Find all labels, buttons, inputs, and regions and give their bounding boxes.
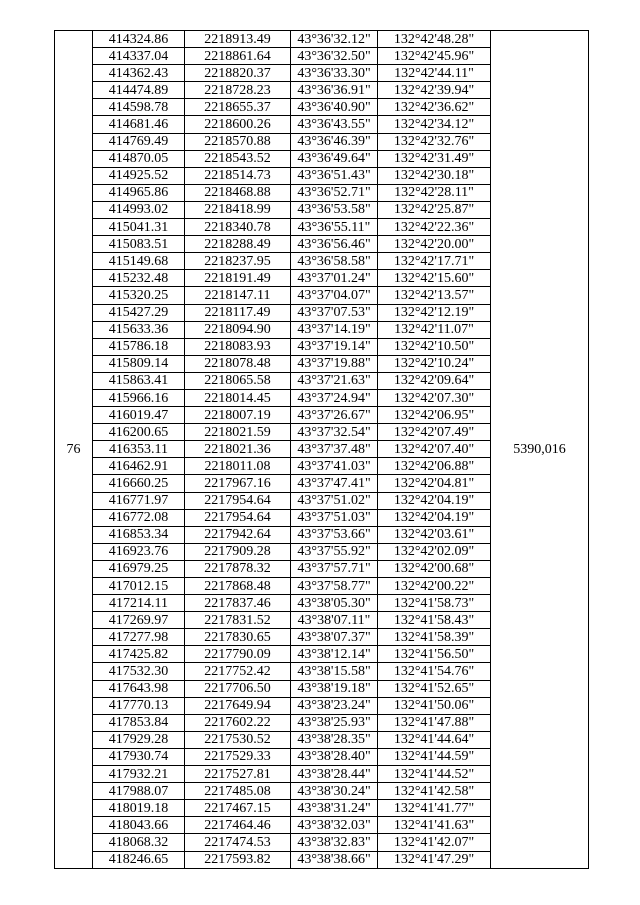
x-coordinate-cell: 417214.11 xyxy=(93,595,185,612)
y-coordinate-cell: 2217830.65 xyxy=(185,629,291,646)
x-coordinate-cell: 415633.36 xyxy=(93,321,185,338)
x-coordinate-cell: 418043.66 xyxy=(93,817,185,834)
latitude-cell: 43°38'19.18" xyxy=(291,680,378,697)
latitude-cell: 43°37'21.63" xyxy=(291,372,378,389)
longitude-cell: 132°41'42.58" xyxy=(378,783,491,800)
longitude-cell: 132°42'09.64" xyxy=(378,372,491,389)
x-coordinate-cell: 414993.02 xyxy=(93,201,185,218)
y-coordinate-cell: 2218913.49 xyxy=(185,31,291,48)
y-coordinate-cell: 2217942.64 xyxy=(185,526,291,543)
y-coordinate-cell: 2217831.52 xyxy=(185,612,291,629)
latitude-cell: 43°37'32.54" xyxy=(291,424,378,441)
x-coordinate-cell: 415083.51 xyxy=(93,236,185,253)
y-coordinate-cell: 2218543.52 xyxy=(185,150,291,167)
longitude-cell: 132°42'45.96" xyxy=(378,48,491,65)
x-coordinate-cell: 417277.98 xyxy=(93,629,185,646)
x-coordinate-cell: 416853.34 xyxy=(93,526,185,543)
y-coordinate-cell: 2218014.45 xyxy=(185,389,291,406)
coordinates-table-body xyxy=(55,31,589,869)
latitude-cell: 43°36'51.43" xyxy=(291,167,378,184)
y-coordinate-cell: 2218820.37 xyxy=(185,65,291,82)
x-coordinate-cell: 414769.49 xyxy=(93,133,185,150)
longitude-cell: 132°42'22.36" xyxy=(378,219,491,236)
y-coordinate-cell: 2217530.52 xyxy=(185,731,291,748)
x-coordinate-cell: 417770.13 xyxy=(93,697,185,714)
latitude-cell: 43°38'28.40" xyxy=(291,748,378,765)
x-coordinate-cell: 417930.74 xyxy=(93,748,185,765)
longitude-cell: 132°42'28.11" xyxy=(378,184,491,201)
latitude-cell: 43°38'32.03" xyxy=(291,817,378,834)
latitude-cell: 43°36'36.91" xyxy=(291,82,378,99)
y-coordinate-cell: 2217593.82 xyxy=(185,851,291,868)
y-coordinate-cell: 2217954.64 xyxy=(185,492,291,509)
x-coordinate-cell: 417929.28 xyxy=(93,731,185,748)
x-coordinate-cell: 414337.04 xyxy=(93,48,185,65)
x-coordinate-cell: 417012.15 xyxy=(93,578,185,595)
y-coordinate-cell: 2217485.08 xyxy=(185,783,291,800)
x-coordinate-cell: 416019.47 xyxy=(93,407,185,424)
longitude-cell: 132°42'04.19" xyxy=(378,509,491,526)
latitude-cell: 43°38'05.30" xyxy=(291,595,378,612)
y-coordinate-cell: 2217649.94 xyxy=(185,697,291,714)
x-coordinate-cell: 417988.07 xyxy=(93,783,185,800)
x-coordinate-cell: 418019.18 xyxy=(93,800,185,817)
y-coordinate-cell: 2217837.46 xyxy=(185,595,291,612)
x-coordinate-cell: 417932.21 xyxy=(93,766,185,783)
latitude-cell: 43°36'32.12" xyxy=(291,31,378,48)
longitude-cell: 132°42'30.18" xyxy=(378,167,491,184)
longitude-cell: 132°42'13.57" xyxy=(378,287,491,304)
y-coordinate-cell: 2218083.93 xyxy=(185,338,291,355)
longitude-cell: 132°42'20.00" xyxy=(378,236,491,253)
longitude-cell: 132°42'32.76" xyxy=(378,133,491,150)
x-coordinate-cell: 414362.43 xyxy=(93,65,185,82)
latitude-cell: 43°36'32.50" xyxy=(291,48,378,65)
y-coordinate-cell: 2218011.08 xyxy=(185,458,291,475)
latitude-cell: 43°36'40.90" xyxy=(291,99,378,116)
y-coordinate-cell: 2218418.99 xyxy=(185,201,291,218)
y-coordinate-cell: 2217527.81 xyxy=(185,766,291,783)
y-coordinate-cell: 2218237.95 xyxy=(185,253,291,270)
latitude-cell: 43°38'32.83" xyxy=(291,834,378,851)
x-coordinate-cell: 415786.18 xyxy=(93,338,185,355)
x-coordinate-cell: 416772.08 xyxy=(93,509,185,526)
longitude-cell: 132°42'31.49" xyxy=(378,150,491,167)
latitude-cell: 43°38'07.11" xyxy=(291,612,378,629)
y-coordinate-cell: 2218021.59 xyxy=(185,424,291,441)
longitude-cell: 132°42'00.68" xyxy=(378,560,491,577)
y-coordinate-cell: 2217954.64 xyxy=(185,509,291,526)
y-coordinate-cell: 2217706.50 xyxy=(185,680,291,697)
longitude-cell: 132°42'10.50" xyxy=(378,338,491,355)
longitude-cell: 132°41'47.88" xyxy=(378,714,491,731)
latitude-cell: 43°37'51.02" xyxy=(291,492,378,509)
longitude-cell: 132°42'02.09" xyxy=(378,543,491,560)
x-coordinate-cell: 415149.68 xyxy=(93,253,185,270)
longitude-cell: 132°42'04.81" xyxy=(378,475,491,492)
longitude-cell: 132°42'36.62" xyxy=(378,99,491,116)
latitude-cell: 43°36'33.30" xyxy=(291,65,378,82)
y-coordinate-cell: 2218191.49 xyxy=(185,270,291,287)
longitude-cell: 132°41'44.64" xyxy=(378,731,491,748)
longitude-cell: 132°41'54.76" xyxy=(378,663,491,680)
x-coordinate-cell: 414870.05 xyxy=(93,150,185,167)
latitude-cell: 43°38'30.24" xyxy=(291,783,378,800)
latitude-cell: 43°37'55.92" xyxy=(291,543,378,560)
longitude-cell: 132°42'04.19" xyxy=(378,492,491,509)
longitude-cell: 132°42'03.61" xyxy=(378,526,491,543)
longitude-cell: 132°42'00.22" xyxy=(378,578,491,595)
y-coordinate-cell: 2218007.19 xyxy=(185,407,291,424)
y-coordinate-cell: 2218147.11 xyxy=(185,287,291,304)
x-coordinate-cell: 415863.41 xyxy=(93,372,185,389)
x-coordinate-cell: 415427.29 xyxy=(93,304,185,321)
y-coordinate-cell: 2217790.09 xyxy=(185,646,291,663)
latitude-cell: 43°37'41.03" xyxy=(291,458,378,475)
latitude-cell: 43°36'58.58" xyxy=(291,253,378,270)
longitude-cell: 132°41'58.73" xyxy=(378,595,491,612)
x-coordinate-cell: 414324.86 xyxy=(93,31,185,48)
x-coordinate-cell: 418246.65 xyxy=(93,851,185,868)
longitude-cell: 132°42'11.07" xyxy=(378,321,491,338)
y-coordinate-cell: 2218021.36 xyxy=(185,441,291,458)
longitude-cell: 132°42'44.11" xyxy=(378,65,491,82)
y-coordinate-cell: 2218117.49 xyxy=(185,304,291,321)
latitude-cell: 43°36'49.64" xyxy=(291,150,378,167)
latitude-cell: 43°38'25.93" xyxy=(291,714,378,731)
x-coordinate-cell: 416660.25 xyxy=(93,475,185,492)
longitude-cell: 132°41'41.63" xyxy=(378,817,491,834)
x-coordinate-cell: 417853.84 xyxy=(93,714,185,731)
longitude-cell: 132°41'52.65" xyxy=(378,680,491,697)
latitude-cell: 43°36'43.55" xyxy=(291,116,378,133)
latitude-cell: 43°38'23.24" xyxy=(291,697,378,714)
y-coordinate-cell: 2218514.73 xyxy=(185,167,291,184)
table-row xyxy=(55,31,589,48)
x-coordinate-cell: 417269.97 xyxy=(93,612,185,629)
x-coordinate-cell: 416979.25 xyxy=(93,560,185,577)
longitude-cell: 132°42'25.87" xyxy=(378,201,491,218)
latitude-cell: 43°38'28.44" xyxy=(291,766,378,783)
longitude-cell: 132°41'42.07" xyxy=(378,834,491,851)
latitude-cell: 43°37'24.94" xyxy=(291,389,378,406)
latitude-cell: 43°37'01.24" xyxy=(291,270,378,287)
x-coordinate-cell: 415809.14 xyxy=(93,355,185,372)
latitude-cell: 43°36'56.46" xyxy=(291,236,378,253)
longitude-cell: 132°42'15.60" xyxy=(378,270,491,287)
latitude-cell: 43°37'37.48" xyxy=(291,441,378,458)
latitude-cell: 43°37'26.67" xyxy=(291,407,378,424)
y-coordinate-cell: 2218655.37 xyxy=(185,99,291,116)
latitude-cell: 43°37'19.88" xyxy=(291,355,378,372)
y-coordinate-cell: 2218288.49 xyxy=(185,236,291,253)
latitude-cell: 43°36'46.39" xyxy=(291,133,378,150)
latitude-cell: 43°37'47.41" xyxy=(291,475,378,492)
y-coordinate-cell: 2217878.32 xyxy=(185,560,291,577)
latitude-cell: 43°38'31.24" xyxy=(291,800,378,817)
y-coordinate-cell: 2217464.46 xyxy=(185,817,291,834)
longitude-cell: 132°42'34.12" xyxy=(378,116,491,133)
x-coordinate-cell: 415320.25 xyxy=(93,287,185,304)
x-coordinate-cell: 417425.82 xyxy=(93,646,185,663)
y-coordinate-cell: 2217868.48 xyxy=(185,578,291,595)
y-coordinate-cell: 2218600.26 xyxy=(185,116,291,133)
latitude-cell: 43°38'07.37" xyxy=(291,629,378,646)
coordinates-table xyxy=(54,30,589,869)
x-coordinate-cell: 414925.52 xyxy=(93,167,185,184)
longitude-cell: 132°41'44.59" xyxy=(378,748,491,765)
y-coordinate-cell: 2218861.64 xyxy=(185,48,291,65)
longitude-cell: 132°41'50.06" xyxy=(378,697,491,714)
y-coordinate-cell: 2217909.28 xyxy=(185,543,291,560)
y-coordinate-cell: 2218468.88 xyxy=(185,184,291,201)
y-coordinate-cell: 2218094.90 xyxy=(185,321,291,338)
x-coordinate-cell: 416353.11 xyxy=(93,441,185,458)
latitude-cell: 43°38'28.35" xyxy=(291,731,378,748)
latitude-cell: 43°36'55.11" xyxy=(291,219,378,236)
latitude-cell: 43°38'15.58" xyxy=(291,663,378,680)
longitude-cell: 132°42'39.94" xyxy=(378,82,491,99)
x-coordinate-cell: 416462.91 xyxy=(93,458,185,475)
longitude-cell: 132°41'56.50" xyxy=(378,646,491,663)
longitude-cell: 132°42'07.40" xyxy=(378,441,491,458)
y-coordinate-cell: 2217529.33 xyxy=(185,748,291,765)
latitude-cell: 43°37'58.77" xyxy=(291,578,378,595)
latitude-cell: 43°36'52.71" xyxy=(291,184,378,201)
section-area: 5390,016 xyxy=(491,31,589,869)
y-coordinate-cell: 2217474.53 xyxy=(185,834,291,851)
latitude-cell: 43°38'38.66" xyxy=(291,851,378,868)
latitude-cell: 43°37'57.71" xyxy=(291,560,378,577)
latitude-cell: 43°37'53.66" xyxy=(291,526,378,543)
x-coordinate-cell: 414681.46 xyxy=(93,116,185,133)
x-coordinate-cell: 415232.48 xyxy=(93,270,185,287)
y-coordinate-cell: 2217467.15 xyxy=(185,800,291,817)
latitude-cell: 43°37'14.19" xyxy=(291,321,378,338)
x-coordinate-cell: 414474.89 xyxy=(93,82,185,99)
longitude-cell: 132°42'07.49" xyxy=(378,424,491,441)
x-coordinate-cell: 417532.30 xyxy=(93,663,185,680)
latitude-cell: 43°36'53.58" xyxy=(291,201,378,218)
y-coordinate-cell: 2217752.42 xyxy=(185,663,291,680)
longitude-cell: 132°41'58.39" xyxy=(378,629,491,646)
longitude-cell: 132°42'17.71" xyxy=(378,253,491,270)
x-coordinate-cell: 416771.97 xyxy=(93,492,185,509)
y-coordinate-cell: 2218728.23 xyxy=(185,82,291,99)
x-coordinate-cell: 416923.76 xyxy=(93,543,185,560)
x-coordinate-cell: 414965.86 xyxy=(93,184,185,201)
y-coordinate-cell: 2218078.48 xyxy=(185,355,291,372)
x-coordinate-cell: 417643.98 xyxy=(93,680,185,697)
latitude-cell: 43°37'04.07" xyxy=(291,287,378,304)
longitude-cell: 132°42'12.19" xyxy=(378,304,491,321)
x-coordinate-cell: 416200.65 xyxy=(93,424,185,441)
latitude-cell: 43°38'12.14" xyxy=(291,646,378,663)
latitude-cell: 43°37'19.14" xyxy=(291,338,378,355)
longitude-cell: 132°42'07.30" xyxy=(378,389,491,406)
longitude-cell: 132°41'44.52" xyxy=(378,766,491,783)
longitude-cell: 132°41'58.43" xyxy=(378,612,491,629)
y-coordinate-cell: 2217967.16 xyxy=(185,475,291,492)
y-coordinate-cell: 2217602.22 xyxy=(185,714,291,731)
x-coordinate-cell: 414598.78 xyxy=(93,99,185,116)
longitude-cell: 132°42'10.24" xyxy=(378,355,491,372)
y-coordinate-cell: 2218065.58 xyxy=(185,372,291,389)
x-coordinate-cell: 415966.16 xyxy=(93,389,185,406)
longitude-cell: 132°41'47.29" xyxy=(378,851,491,868)
section-number: 76 xyxy=(55,31,93,869)
longitude-cell: 132°42'48.28" xyxy=(378,31,491,48)
longitude-cell: 132°42'06.95" xyxy=(378,407,491,424)
x-coordinate-cell: 415041.31 xyxy=(93,219,185,236)
x-coordinate-cell: 418068.32 xyxy=(93,834,185,851)
latitude-cell: 43°37'07.53" xyxy=(291,304,378,321)
y-coordinate-cell: 2218340.78 xyxy=(185,219,291,236)
y-coordinate-cell: 2218570.88 xyxy=(185,133,291,150)
longitude-cell: 132°41'41.77" xyxy=(378,800,491,817)
longitude-cell: 132°42'06.88" xyxy=(378,458,491,475)
latitude-cell: 43°37'51.03" xyxy=(291,509,378,526)
